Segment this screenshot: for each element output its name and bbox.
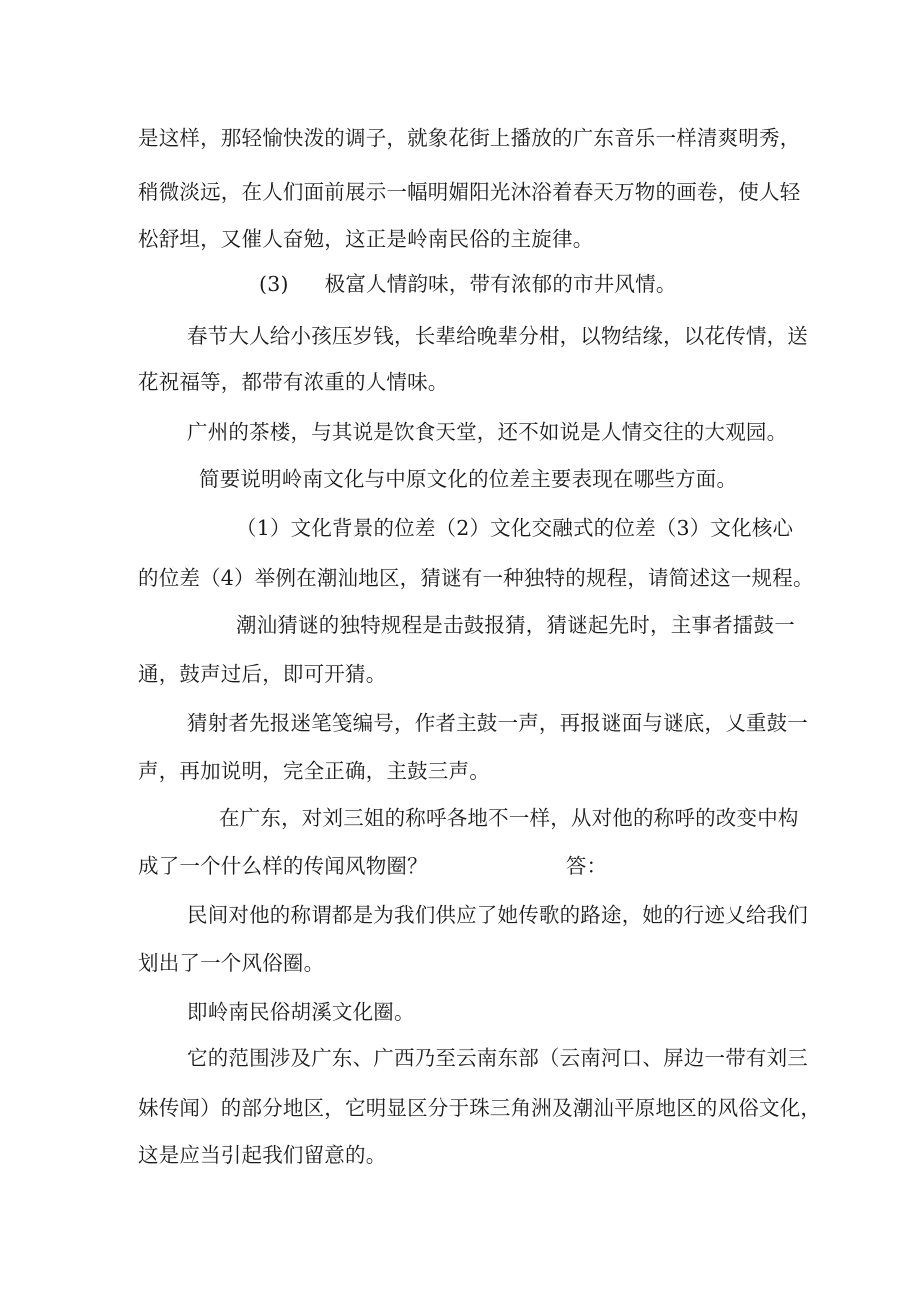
paragraph-1-line-1: 是这样，那轻愉快泼的调子，就象花街上播放的广东音乐一样清爽明秀， xyxy=(138,126,801,150)
section-heading-number: (3) xyxy=(259,272,289,296)
paragraph-7-line-1: 即岭南民俗胡溪文化圈。 xyxy=(187,1000,415,1024)
paragraph-3-line-1: 广州的茶楼，与其说是饮食天堂，还不如说是人情交往的大观园。 xyxy=(187,420,788,444)
paragraph-6-line-2: 划出了一个风俗圈。 xyxy=(138,951,325,975)
answer-1-line-2: 的位差（4）举例在潮汕地区，猜谜有一种独特的规程，请简述这一规程。 xyxy=(138,566,814,590)
paragraph-5-line-2: 声，再加说明，完全正确，主鼓三声。 xyxy=(138,759,490,783)
paragraph-4-line-1: 潮汕猜谜的独特规程是击鼓报猜，猜谜起先时，主事者擂鼓一 xyxy=(236,613,795,637)
paragraph-1-line-3: 松舒坦，又催人奋勉，这正是岭南民俗的主旋律。 xyxy=(138,227,594,251)
answer-label: 答： xyxy=(565,854,608,878)
section-heading-3 xyxy=(259,270,677,298)
paragraph-5-line-1: 猜射者先报迷笔笺编号，作者主鼓一声，再报谜面与谜底，乂重鼓一 xyxy=(187,711,808,735)
answer-1-line-1: （1）文化背景的位差（2）文化交融式的位差（3）文化核心 xyxy=(236,516,794,540)
question-2-line-2 xyxy=(138,852,607,880)
paragraph-8-line-3: 这是应当引起我们留意的。 xyxy=(138,1143,387,1167)
section-heading-text: 极富人情韵味，带有浓郁的市井风情。 xyxy=(324,272,677,296)
paragraph-1-line-2: 稍微淡远，在人们面前展示一幅明媚阳光沐浴着春天万物的画卷，使人轻 xyxy=(138,180,801,204)
paragraph-8-line-2: 妹传闻）的部分地区，它明显区分于珠三角洲及潮汕平原地区的风俗文化， xyxy=(138,1096,822,1120)
question-2-text: 成了一个什么样的传闻风物圈？ xyxy=(138,854,428,878)
question-1: 简要说明岭南文化与中原文化的位差主要表现在哪些方面。 xyxy=(199,467,738,491)
paragraph-4-line-2: 通，鼓声过后，即可开猜。 xyxy=(138,662,387,686)
paragraph-6-line-1: 民间对他的称谓都是为我们供应了她传歌的路途，她的行迹乂给我们 xyxy=(187,903,808,927)
paragraph-8-line-1: 它的范围涉及广东、广西乃至云南东部（云南河口、屏边一带有刘三 xyxy=(187,1046,808,1070)
paragraph-2-line-1: 春节大人给小孩压岁钱，长辈给晚辈分柑，以物结缘，以花传情，送 xyxy=(187,324,808,348)
paragraph-2-line-2: 花祝福等，都带有浓重的人情味。 xyxy=(138,370,449,394)
question-2-line-1: 在广东，对刘三姐的称呼各地不一样，从对他的称呼的改变中构 xyxy=(219,806,799,830)
